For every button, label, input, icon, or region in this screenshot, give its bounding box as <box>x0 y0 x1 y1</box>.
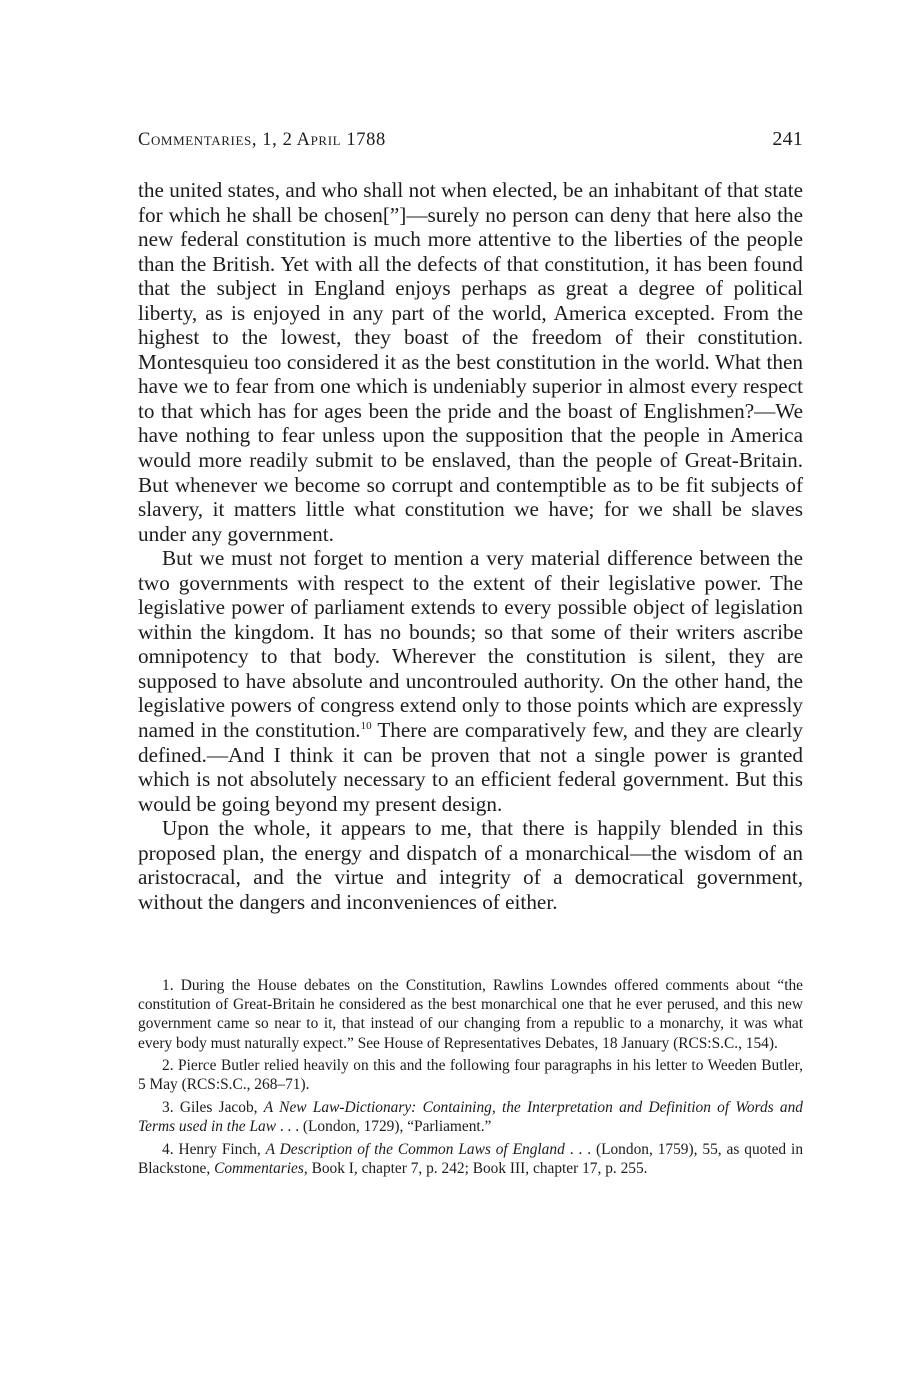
footnote-2 <box>138 1056 803 1094</box>
paragraph-text: But we must not forget to mention a very material difference between the two governments with respect to the extent of their legislative power. The legislative power of parliament extends to every possible object of legislation within the kingdom. It has no bounds; so that some of their writers ascribe omnipotency to that body. Wherever the constitution is silent, they are supposed to have absolute and uncontrouled authority. On the other hand, the legislative powers of congress extend only to those points which are expressly named in the constitution. <box>138 546 803 743</box>
paragraph-text: There are comparatively few, and they are clearly defined.—And I think it can be proven that not a single power is granted which is not absolutely necessary to an efficient federal government. But this would be going beyond my present design. <box>138 718 803 816</box>
paragraph-conclusion <box>138 816 803 914</box>
note-reference: 10 <box>360 720 372 733</box>
footnotes <box>138 976 803 1182</box>
footnote-4 <box>138 1140 803 1178</box>
footnote-book-title: A New Law-Dictionary: Containing, the Interpretation and Definition of Words and Terms used in the Law <box>138 1099 803 1136</box>
footnote-1 <box>138 976 803 1053</box>
footnote-book-title: Commentaries <box>214 1160 304 1177</box>
footnote-text: . . . (London, 1759), 55, as quoted in Blackstone, <box>138 1140 804 1177</box>
paragraph-continued <box>138 178 803 546</box>
footnote-text: 4. Henry Finch, <box>162 1140 266 1158</box>
footnote-text: . . . (London, 1729), “Parliament.” <box>275 1118 492 1136</box>
footnote-text: 3. Giles Jacob, <box>162 1099 264 1116</box>
paragraph-text: Upon the whole, it appears to me, that there is happily blended in this proposed plan, the energy and dispatch of a monarchical—the wisdom of an aristocracal, and the virtue and integrity of a democratical government, without the dangers and inconveniences of either. <box>138 816 803 914</box>
body-text <box>138 178 803 914</box>
footnote-book-title: A Description of the Common Laws of England <box>265 1140 565 1158</box>
footnote-text: , Book I, chapter 7, p. 242; Book III, chapter 17, p. 255. <box>303 1160 648 1177</box>
page-number: 241 <box>772 128 803 150</box>
running-head-title: Commentaries, 1, 2 April 1788 <box>138 130 386 150</box>
footnote-3 <box>138 1098 803 1136</box>
paragraph-legislative-power <box>138 546 803 816</box>
paragraph-text: the united states, and who shall not when elected, be an inhabitant of that state for which he shall be chosen[”]—surely no person can deny that here also the new federal constitution is much more attentive to the liberties of the people than the British. Yet with all the defects of that constitution, it has been found that the subject in England enjoys perhaps as great a degree of political liberty, as is enjoyed in any part of the world, America excepted. From the highest to the lowest, they boast of the freedom of their constitution. Montesquieu too considered it as the best constitution in the world. What then have we to fear from one which is undeniably superior in almost every respect to that which has for ages been the pride and the boast of Englishmen?—We have nothing to fear unless upon the supposition that the people in America would more readily submit to be enslaved, than the people of Great-Britain. But whenever we become so corrupt and contemptible as to be fit subjects of slavery, it matters little what constitution we have; for we shall be slaves under any government. <box>138 178 803 546</box>
footnote-text: 1. During the House debates on the Constitution, Rawlins Lowndes offered comments about “the constitution of Great-Britain he considered as the best monarchical one that he ever perused, and this new government came so near to it, that instead of our changing from a republic to a monarchy, it was what every body must naturally expect.” See House of Representatives Debates, 18 January (RCS:S.C., 154). <box>138 977 803 1052</box>
running-head <box>138 128 803 156</box>
footnote-text: 2. Pierce Butler relied heavily on this and the following four paragraphs in his letter to Weeden Butler, 5 May (RCS:S.C., 268–71). <box>138 1057 803 1094</box>
